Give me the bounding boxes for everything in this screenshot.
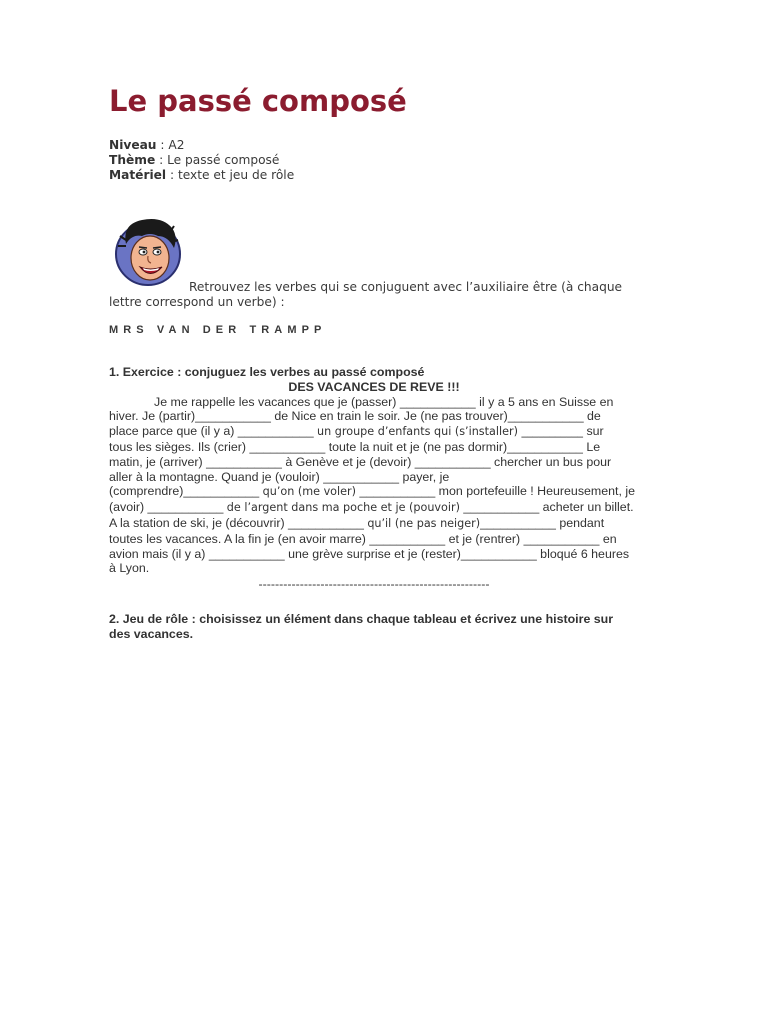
- instruction-text: [109, 280, 669, 310]
- theme-sep: :: [155, 153, 168, 167]
- meta-materiel: [109, 168, 294, 183]
- niveau-sep: :: [156, 138, 169, 152]
- text-line: A la station de ski, je (découvrir) ___________ qu’il (ne pas neiger)___________ pendant: [109, 515, 605, 530]
- theme-value: Le passé composé: [167, 153, 280, 167]
- text-line: Je me rappelle les vacances que je (passer) ___________ il y a 5 ans en Suisse en: [154, 394, 614, 409]
- text-line: matin, je (arriver) ___________ à Genève et je (devoir) ___________ chercher un bus pour: [109, 454, 612, 469]
- exercise-subheading: DES VACANCES DE REVE !!!: [288, 379, 460, 394]
- materiel-value: texte et jeu de rôle: [177, 168, 295, 182]
- mrs-van-der-trampp: MRS VAN DER TRAMPP: [109, 324, 327, 336]
- page-title: Le passé composé: [109, 84, 407, 118]
- instruction-line-1: Retrouvez les verbes qui se conjuguent avec l’auxiliaire être (à chaque: [189, 280, 623, 294]
- text-line: (avoir) ___________ de l’argent dans ma poche et je (pouvoir) ___________ acheter un billet.: [109, 500, 634, 515]
- materiel-sep: :: [166, 168, 178, 182]
- exercise-2: [109, 612, 649, 642]
- niveau-label: Niveau: [109, 138, 157, 152]
- text-line: toutes les vacances. A la fin je (en avoir marre) ___________ et je (rentrer) ___________ en: [109, 531, 617, 546]
- text-line: tous les sièges. Ils (crier) ___________ toute la nuit et je (ne pas dormir)___________ Le: [109, 439, 601, 454]
- text-line: à Lyon.: [109, 561, 150, 576]
- exercise-2-line-1: 2. Jeu de rôle : choisissez un élément dans chaque tableau et écrivez une histoire sur: [109, 612, 614, 626]
- meta-info: [109, 138, 294, 183]
- exercise-2-line-2: des vacances.: [109, 627, 194, 641]
- separator-line: --------------------------------------------------------: [258, 577, 490, 592]
- text-line: avion mais (il y a) ___________ une grève surprise et je (rester)___________ bloqué 6 heures: [109, 546, 630, 561]
- exercise-1: [109, 365, 639, 592]
- text-line: place parce que (il y a) ___________ un groupe d’enfants qui (s’installer) ___________ sur: [109, 424, 604, 439]
- cartoon-face-icon: [112, 214, 184, 288]
- meta-theme: [109, 153, 294, 168]
- text-line: hiver. Je (partir)___________ de Nice en train le soir. Je (ne pas trouver)___________ de: [109, 409, 601, 424]
- instruction-line-2: lettre correspond un verbe) :: [109, 295, 285, 309]
- text-line: aller à la montagne. Quand je (vouloir) ___________ payer, je: [109, 469, 450, 484]
- materiel-label: Matériel: [109, 168, 167, 182]
- theme-label: Thème: [109, 153, 156, 167]
- text-line: (comprendre)___________ qu’on (me voler) ___________ mon portefeuille ! Heureusement, je: [109, 484, 635, 499]
- niveau-value: A2: [168, 138, 185, 152]
- meta-niveau: [109, 138, 294, 153]
- exercise-heading: 1. Exercice : conjuguez les verbes au passé composé: [109, 365, 425, 379]
